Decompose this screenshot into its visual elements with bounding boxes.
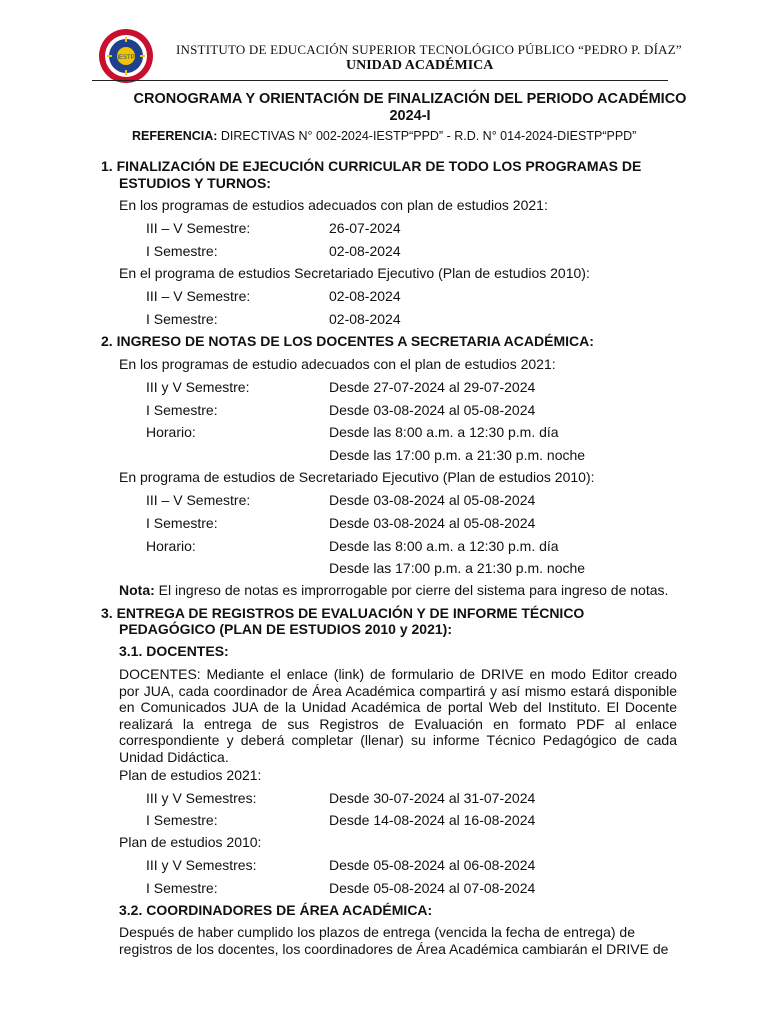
plan-2010-label: Plan de estudios 2010: (119, 834, 262, 850)
institute-logo (98, 28, 154, 84)
s1-row-value: 02-08-2024 (329, 288, 401, 304)
s3-row-label: I Semestre: (146, 880, 218, 896)
s2-row-value: Desde las 8:00 a.m. a 12:30 p.m. día (329, 424, 559, 440)
document-title: CRONOGRAMA Y ORIENTACIÓN DE FINALIZACIÓN DEL PERIODO ACADÉMICO 2024-I (133, 91, 687, 124)
header-divider (92, 80, 668, 81)
section-2-heading: 2. INGRESO DE NOTAS DE LOS DOCENTES A SECRETARIA ACADÉMICA: (101, 333, 594, 349)
section-3-heading-line1: 3. ENTREGA DE REGISTROS DE EVALUACIÓN Y DE INFORME TÉCNICO (101, 605, 585, 621)
note-text: El ingreso de notas es improrrogable por cierre del sistema para ingreso de notas. (154, 582, 669, 598)
s2-row-value: Desde 03-08-2024 al 05-08-2024 (329, 492, 536, 508)
s1-row-label: III – V Semestre: (146, 220, 251, 236)
subsection-3-1-paragraph: DOCENTES: Mediante el enlace (link) de formulario de DRIVE en modo Editor creado por JUA, cada coordinador de Área Académica compartirá y así mismo estará disponible en Comunicados JUA de la Unidad Académica de portal Web del Instituto. El Docente realizará la entrega de sus Registros de Evaluación en formato PDF al enlace correspondiente y deberá completar (llenar) su informe Técnico Pedagógico de cada Unidad Didáctica. (119, 666, 677, 765)
s1-row-label: I Semestre: (146, 311, 218, 327)
s1-row-label: III – V Semestre: (146, 288, 251, 304)
section-1-heading-line1: 1. FINALIZACIÓN DE EJECUCIÓN CURRICULAR DE TODO LOS PROGRAMAS DE (101, 158, 642, 174)
reference-label: REFERENCIA: (132, 129, 218, 143)
s2-row-value: Desde 03-08-2024 al 05-08-2024 (329, 402, 536, 418)
subsection-3-2-line2: registros de los docentes, los coordinadores de Área Académica cambiarán el DRIVE de (119, 941, 669, 957)
s1-row-value: 02-08-2024 (329, 311, 401, 327)
reference-line (132, 129, 636, 143)
s3-row-label: I Semestre: (146, 812, 218, 828)
logo-text: IESTP (117, 55, 135, 61)
subsection-3-1-heading: 3.1. DOCENTES: (119, 643, 229, 659)
s2-row-value: Desde 03-08-2024 al 05-08-2024 (329, 515, 536, 531)
section-2-note (119, 582, 668, 598)
s2-row-label: Horario: (146, 424, 196, 440)
s2-row-label: III y V Semestre: (146, 379, 250, 395)
section-1-intro-2021: En los programas de estudios adecuados con plan de estudios 2021: (119, 197, 548, 213)
s1-row-value: 26-07-2024 (329, 220, 401, 236)
s2-row-value: Desde las 8:00 a.m. a 12:30 p.m. día (329, 538, 559, 554)
section-3-heading-line2: PEDAGÓGICO (PLAN DE ESTUDIOS 2010 y 2021): (119, 621, 452, 637)
s2-row-label: I Semestre: (146, 402, 218, 418)
unit-name: UNIDAD ACADÉMICA (346, 58, 494, 73)
note-label: Nota: (119, 582, 155, 598)
s2-row-value: Desde 27-07-2024 al 29-07-2024 (329, 379, 536, 395)
institute-name: INSTITUTO DE EDUCACIÓN SUPERIOR TECNOLÓGICO PÚBLICO “PEDRO P. DÍAZ” (176, 42, 682, 57)
s3-row-label: III y V Semestres: (146, 857, 257, 873)
plan-2021-label: Plan de estudios 2021: (119, 767, 262, 783)
s3-row-value: Desde 05-08-2024 al 06-08-2024 (329, 857, 536, 873)
s2-row-value: Desde las 17:00 p.m. a 21:30 p.m. noche (329, 560, 586, 576)
s2-row-label: III – V Semestre: (146, 492, 251, 508)
section-1-intro-2010: En el programa de estudios Secretariado Ejecutivo (Plan de estudios 2010): (119, 265, 590, 281)
reference-text: DIRECTIVAS N° 002-2024-IESTP“PPD” - R.D. N° 014-2024-DIESTP“PPD” (220, 129, 637, 143)
section-1-heading-line2: ESTUDIOS Y TURNOS: (119, 175, 271, 191)
section-2-intro-2021: En los programas de estudio adecuados con el plan de estudios 2021: (119, 356, 556, 372)
s2-row-label: Horario: (146, 538, 196, 554)
s2-row-label: I Semestre: (146, 515, 218, 531)
s3-row-value: Desde 30-07-2024 al 31-07-2024 (329, 790, 536, 806)
s1-row-value: 02-08-2024 (329, 243, 401, 259)
s3-row-value: Desde 05-08-2024 al 07-08-2024 (329, 880, 536, 896)
section-2-intro-2010: En programa de estudios de Secretariado Ejecutivo (Plan de estudios 2010): (119, 469, 595, 485)
s1-row-label: I Semestre: (146, 243, 218, 259)
subsection-3-2-heading: 3.2. COORDINADORES DE ÁREA ACADÉMICA: (119, 902, 433, 918)
subsection-3-2-line1: Después de haber cumplido los plazos de entrega (vencida la fecha de entrega) de (119, 924, 635, 940)
s3-row-label: III y V Semestres: (146, 790, 257, 806)
s3-row-value: Desde 14-08-2024 al 16-08-2024 (329, 812, 536, 828)
s2-row-value: Desde las 17:00 p.m. a 21:30 p.m. noche (329, 447, 586, 463)
